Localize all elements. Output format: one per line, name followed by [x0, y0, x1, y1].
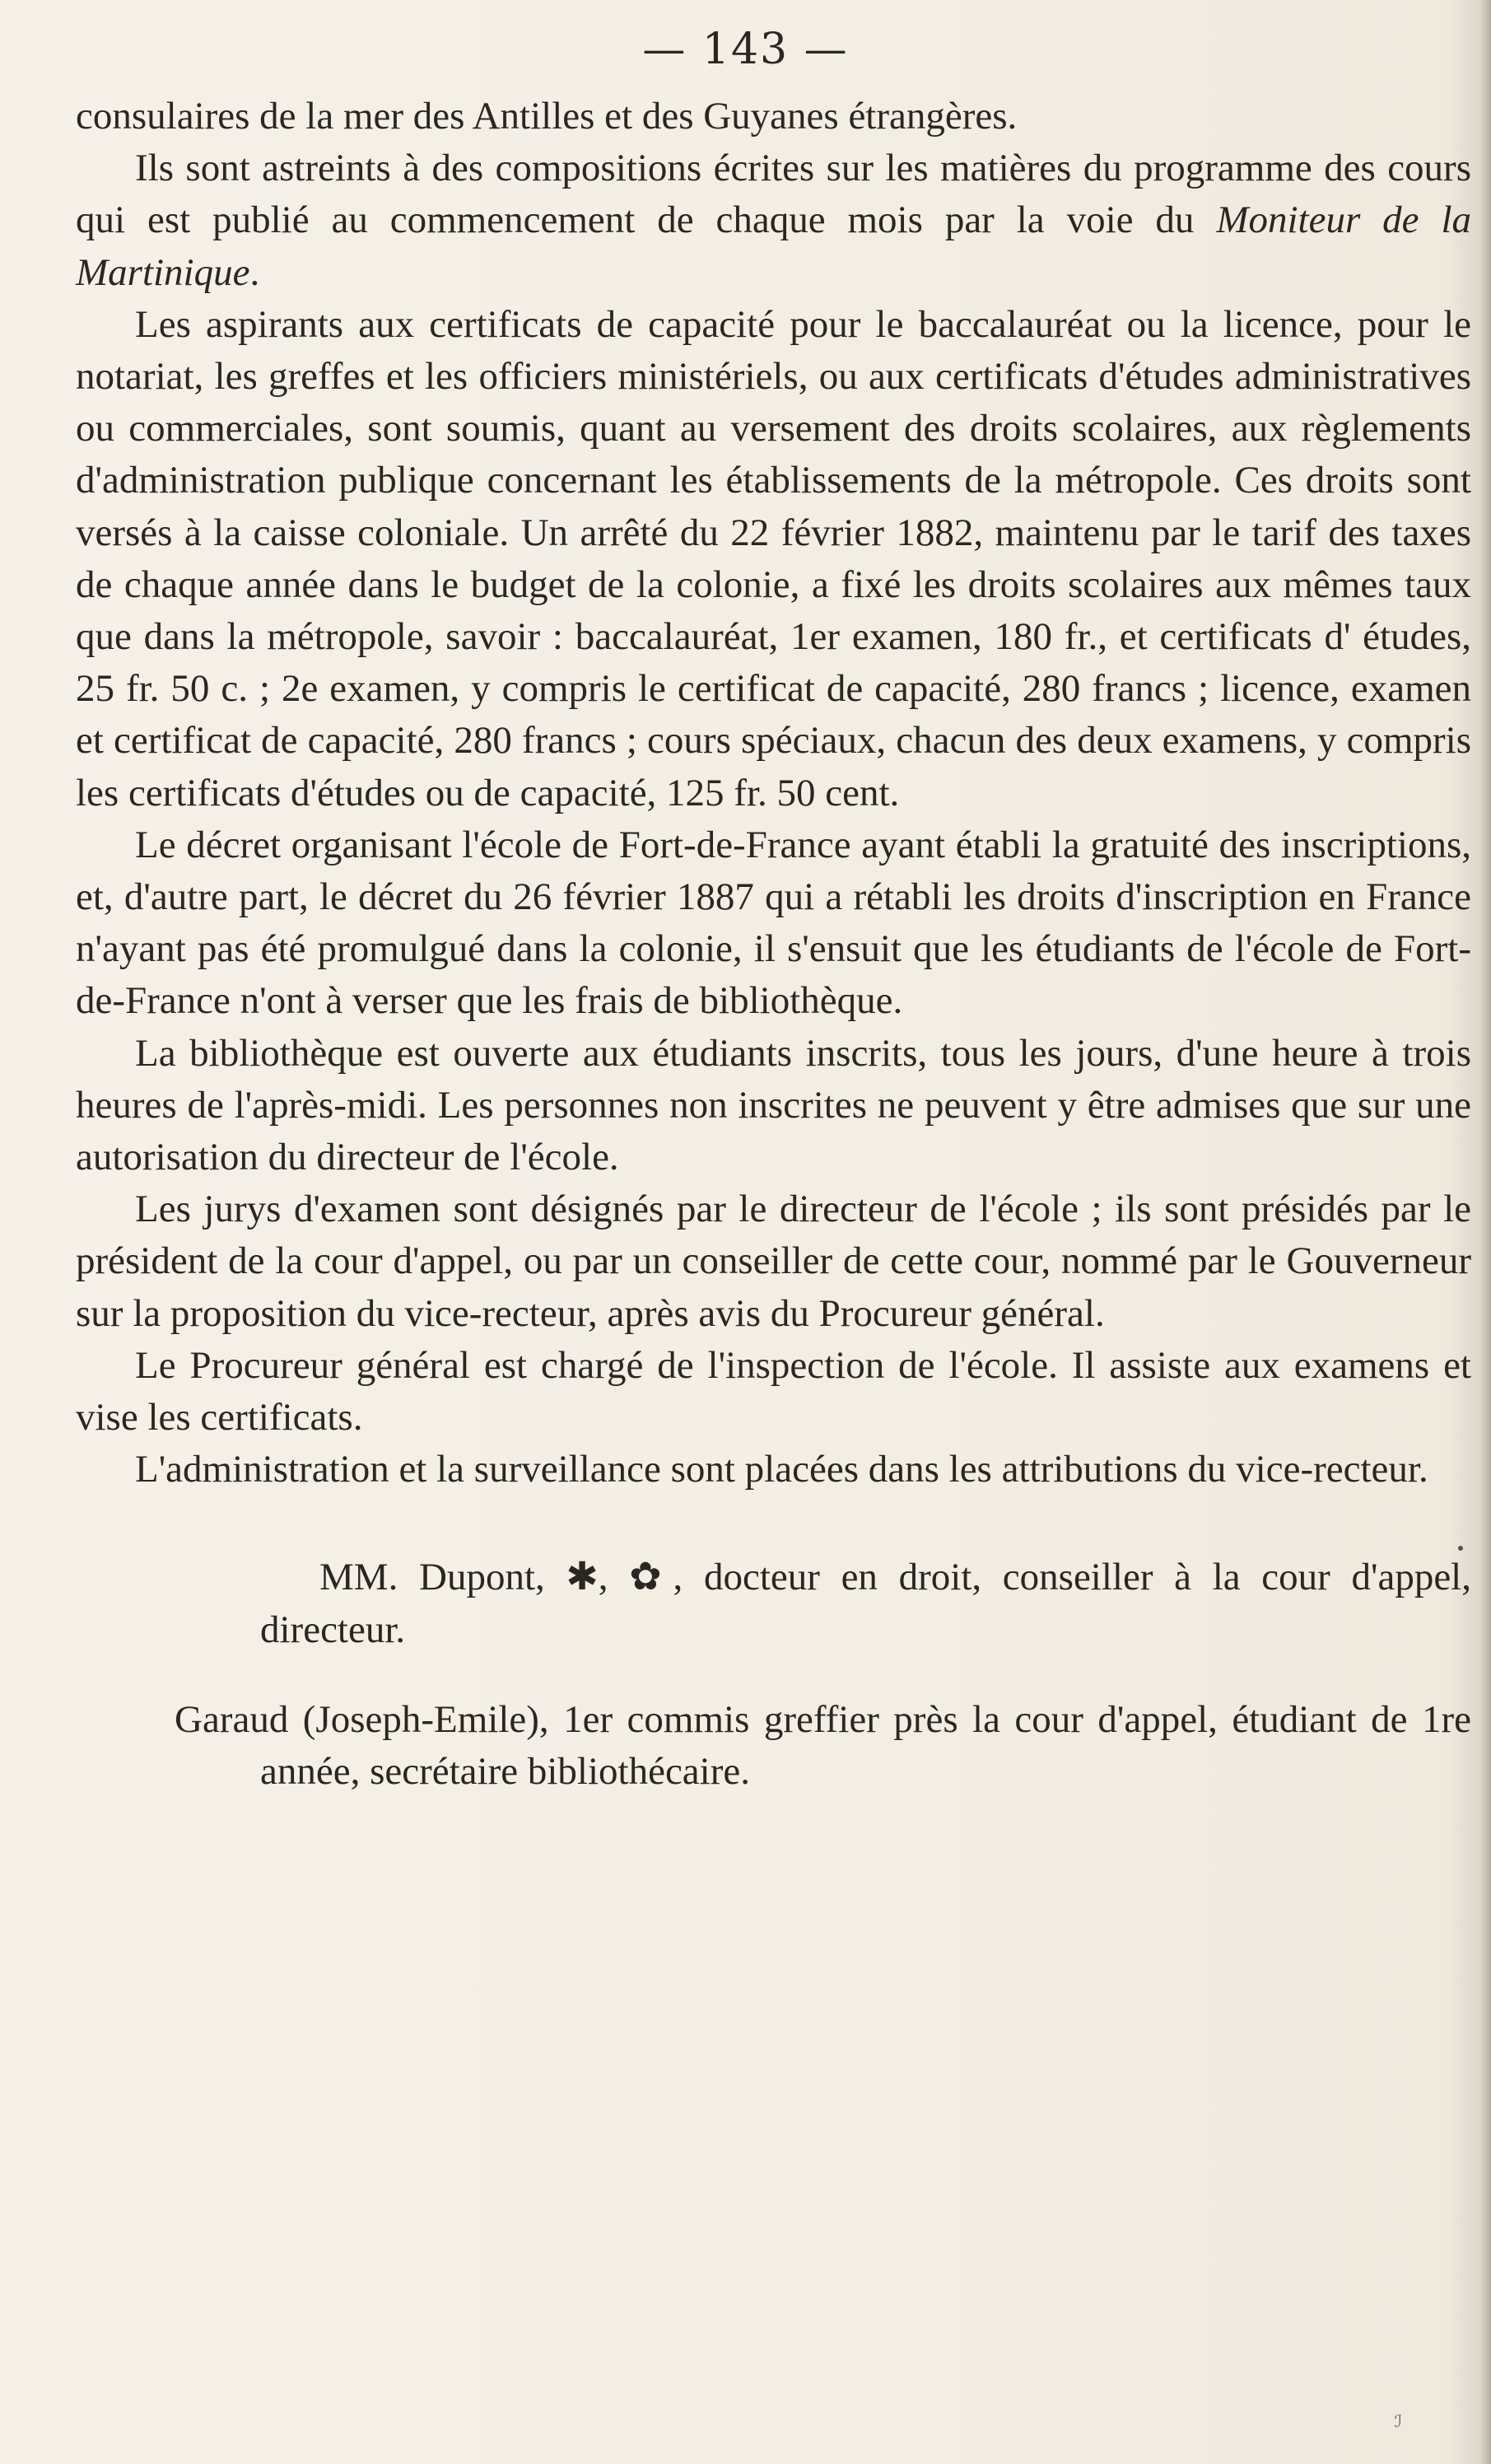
- moniteur-title: Moniteur de la Martinique: [76, 198, 1471, 294]
- paragraph-2-text: Ils sont astreints à des compositions écrites sur les matières du programme des cours qui est publié au commencement de chaque mois par la voie du: [76, 147, 1471, 242]
- paragraph-2: [76, 142, 1471, 299]
- paragraph-6: Les jurys d'examen sont désignés par le directeur de l'école ; ils sont présidés par le président de la cour d'appel, ou par un conseiller de cette cour, nommé par le Gouverneur sur la proposition du vice-recteur, après avis du Procureur général.: [76, 1188, 1471, 1335]
- staff-entry-secretary: Garaud (Joseph-Emile), 1er commis greffier près la cour d'appel, étudiant de 1re année, secrétaire bibliothécaire.: [175, 1697, 1471, 1794]
- paragraph-7: Le Procureur général est chargé de l'inspection de l'école. Il assiste aux examens et vise les certificats.: [76, 1343, 1471, 1440]
- paragraph-1: consulaires de la mer des Antilles et des Guyanes étrangères.: [76, 95, 1018, 138]
- paragraph-3: Les aspirants aux certificats de capacité pour le baccalauréat ou la licence, pour le notariat, les greffes et les officiers ministériels, ou aux certificats d'études administratives ou commerciales, sont soumis, quant au versement des droits scolaires, aux règlements d'administration publique concernant les établissements de la métropole. Ces droits sont versés à la caisse coloniale. Un arrêté du 22 février 1882, maintenu par le tarif des taxes de chaque année dans le budget de la colonie, a fixé les droits scolaires aux mêmes taux que dans la métropole, savoir : baccalauréat, 1er examen, 180 fr., et certificats d' études, 25 fr. 50 c. ; 2e examen, y compris le certificat de capacité, 280 francs ; licence, examen et certificat de capacité, 280 francs ; cours spéciaux, chacun des deux examens, y compris les certificats d'études ou de capacité, 125 fr. 50 cent.: [76, 302, 1471, 814]
- page-edge-shadow: [1479, 0, 1491, 2464]
- margin-dot-mark: [1458, 1546, 1463, 1551]
- paragraph-2-end: .: [249, 250, 260, 294]
- section-gap: [76, 1496, 1471, 1552]
- page-number: — 143 —: [642, 25, 849, 74]
- paragraph-5: La bibliothèque est ouverte aux étudiants inscrits, tous les jours, d'une heure à trois heures de l'après-midi. Les personnes non inscrites ne peuvent y être admises que sur une autorisation du directeur de l'école.: [76, 1031, 1471, 1179]
- paragraph-8: L'administration et la surveillance sont placées dans les attributions du vice-recteur.: [135, 1448, 1428, 1491]
- staff-entry-director: MM. Dupont, ✱, ✿, docteur en droit, conseiller à la cour d'appel, directeur.: [260, 1556, 1471, 1651]
- paragraph-4: Le décret organisant l'école de Fort-de-France ayant établi la gratuité des inscriptions, et, d'autre part, le décret du 26 février 1887 qui a rétabli les droits d'inscription en France n'ayant pas été promulgué dans la colonie, il s'ensuit que les étudiants de l'école de Fort-de-France n'ont à verser que les frais de bibliothèque.: [76, 823, 1471, 1023]
- body-text: [76, 91, 1471, 1798]
- corner-ornament-icon: ℐ: [1394, 2411, 1402, 2431]
